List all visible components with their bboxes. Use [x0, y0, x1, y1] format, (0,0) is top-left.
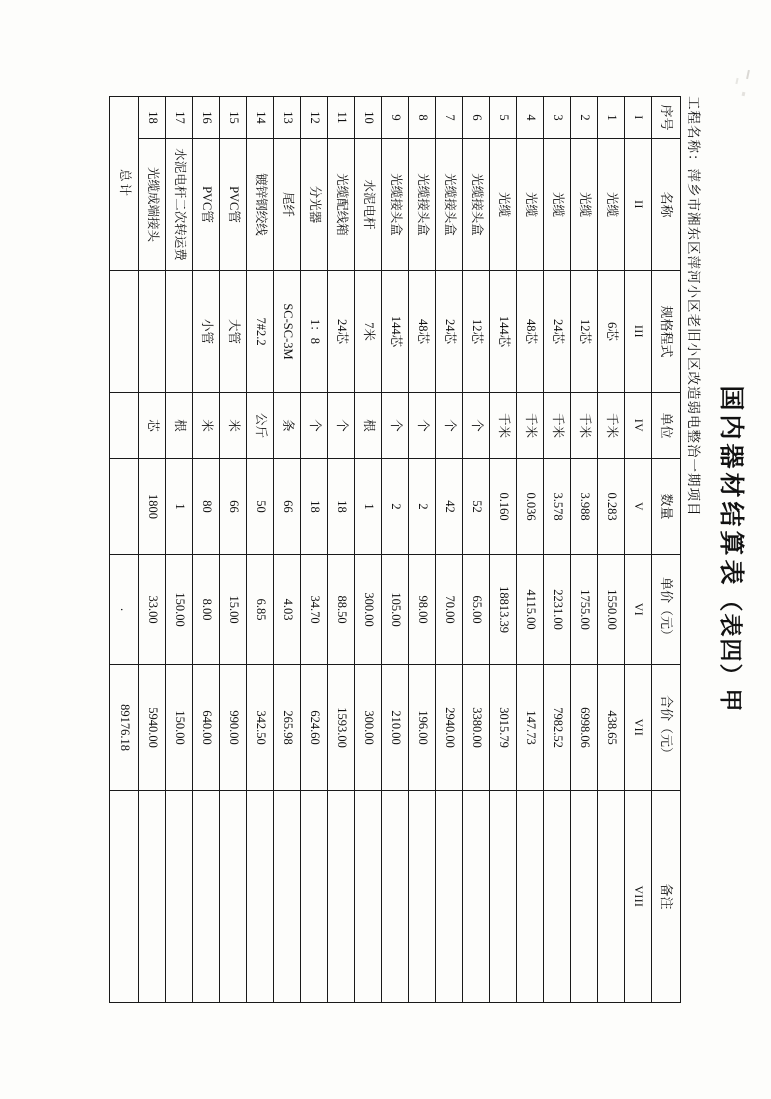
- col-header-qty: 数量: [652, 459, 681, 555]
- row-amount: 210.00: [382, 665, 409, 791]
- row-amount: 150.00: [166, 665, 193, 791]
- row-qty: 42: [436, 459, 463, 555]
- row-price: 70.00: [436, 555, 463, 665]
- col-header-amount: 合价（元）: [652, 665, 681, 791]
- roman-6: VI: [625, 555, 652, 665]
- row-unit: 个: [463, 393, 490, 459]
- row-no: 4: [517, 97, 544, 139]
- row-spec: 小管: [193, 271, 220, 393]
- row-note: [436, 791, 463, 1003]
- row-qty: 1: [166, 459, 193, 555]
- total-unit: [110, 393, 139, 459]
- row-unit: 个: [436, 393, 463, 459]
- table-row: [463, 97, 490, 1003]
- row-qty: 66: [220, 459, 247, 555]
- col-header-spec: 规格程式: [652, 271, 681, 393]
- row-note: [355, 791, 382, 1003]
- row-amount: 438.65: [598, 665, 625, 791]
- row-qty: 2: [382, 459, 409, 555]
- total-spec: [110, 271, 139, 393]
- row-note: [409, 791, 436, 1003]
- table-row: [571, 97, 598, 1003]
- table-row: [247, 97, 274, 1003]
- row-price: 4115.00: [517, 555, 544, 665]
- row-spec: 24芯: [436, 271, 463, 393]
- row-amount: 1593.00: [328, 665, 355, 791]
- row-price: 65.00: [463, 555, 490, 665]
- row-no: 3: [544, 97, 571, 139]
- row-note: [247, 791, 274, 1003]
- row-no: 13: [274, 97, 301, 139]
- table-row: [301, 97, 328, 1003]
- row-price: 150.00: [166, 555, 193, 665]
- row-amount: 5940.00: [139, 665, 166, 791]
- row-unit: 芯: [139, 393, 166, 459]
- col-header-note: 备注: [652, 791, 681, 1003]
- row-spec: 6芯: [598, 271, 625, 393]
- roman-4: IV: [625, 393, 652, 459]
- table-row: [139, 97, 166, 1003]
- row-unit: 个: [301, 393, 328, 459]
- total-price: .: [110, 555, 139, 665]
- row-no: 1: [598, 97, 625, 139]
- project-name-line: 工程名称：萍乡市湘东区萍河小区老旧小区改造弱电整治一期项目: [686, 96, 701, 517]
- row-price: 6.85: [247, 555, 274, 665]
- table-roman-row: [625, 97, 652, 1003]
- row-no: 10: [355, 97, 382, 139]
- row-spec: 1：8: [301, 271, 328, 393]
- row-qty: 80: [193, 459, 220, 555]
- row-no: 2: [571, 97, 598, 139]
- row-amount: 624.60: [301, 665, 328, 791]
- row-note: [463, 791, 490, 1003]
- row-no: 8: [409, 97, 436, 139]
- row-name: 光缆: [517, 139, 544, 271]
- table-row: [220, 97, 247, 1003]
- roman-8: VIII: [625, 791, 652, 1003]
- row-no: 16: [193, 97, 220, 139]
- col-header-no: 序号: [652, 97, 681, 139]
- row-note: [301, 791, 328, 1003]
- row-amount: 342.50: [247, 665, 274, 791]
- row-name: 水泥电杆: [355, 139, 382, 271]
- row-qty: 3.988: [571, 459, 598, 555]
- row-amount: 990.00: [220, 665, 247, 791]
- row-unit: 千米: [544, 393, 571, 459]
- row-name: 光缆接头盒: [382, 139, 409, 271]
- row-no: 18: [139, 97, 166, 139]
- table-row: [517, 97, 544, 1003]
- table-header-row: [652, 97, 681, 1003]
- row-note: [166, 791, 193, 1003]
- row-name: 水泥电杆二次转运费: [166, 139, 193, 271]
- row-note: [490, 791, 517, 1003]
- row-amount: 265.98: [274, 665, 301, 791]
- row-unit: 千米: [598, 393, 625, 459]
- roman-7: VII: [625, 665, 652, 791]
- row-name: 光缆配线箱: [328, 139, 355, 271]
- total-amount: 89176.18: [110, 665, 139, 791]
- row-unit: 千米: [517, 393, 544, 459]
- row-unit: 千米: [490, 393, 517, 459]
- row-spec: [139, 271, 166, 393]
- row-spec: 24芯: [544, 271, 571, 393]
- row-note: [571, 791, 598, 1003]
- row-qty: 18: [328, 459, 355, 555]
- table-row: [598, 97, 625, 1003]
- row-note: [382, 791, 409, 1003]
- row-name: 分光器: [301, 139, 328, 271]
- row-name: 光缆: [598, 139, 625, 271]
- row-qty: 50: [247, 459, 274, 555]
- col-header-name: 名称: [652, 139, 681, 271]
- row-name: 光缆成端接头: [139, 139, 166, 271]
- row-price: 98.00: [409, 555, 436, 665]
- table-row: [274, 97, 301, 1003]
- row-price: 34.70: [301, 555, 328, 665]
- row-no: 5: [490, 97, 517, 139]
- row-spec: 7米: [355, 271, 382, 393]
- row-name: 光缆: [544, 139, 571, 271]
- row-unit: 根: [355, 393, 382, 459]
- row-spec: 24芯: [328, 271, 355, 393]
- row-note: [139, 791, 166, 1003]
- row-name: 光缆接头盒: [463, 139, 490, 271]
- roman-2: II: [625, 139, 652, 271]
- row-qty: 52: [463, 459, 490, 555]
- row-unit: 个: [328, 393, 355, 459]
- row-name: 光缆接头盒: [409, 139, 436, 271]
- page-title-text: 国内器材结算表: [717, 385, 744, 589]
- table-row: [355, 97, 382, 1003]
- row-name: PVC管: [193, 139, 220, 271]
- row-price: 88.50: [328, 555, 355, 665]
- row-no: 9: [382, 97, 409, 139]
- row-spec: 48芯: [409, 271, 436, 393]
- row-amount: 2940.00: [436, 665, 463, 791]
- row-qty: 18: [301, 459, 328, 555]
- roman-5: V: [625, 459, 652, 555]
- table-row: [193, 97, 220, 1003]
- row-amount: 7982.52: [544, 665, 571, 791]
- row-no: 12: [301, 97, 328, 139]
- row-qty: 0.160: [490, 459, 517, 555]
- roman-3: III: [625, 271, 652, 393]
- row-amount: 6998.06: [571, 665, 598, 791]
- row-price: 33.00: [139, 555, 166, 665]
- row-spec: 144芯: [382, 271, 409, 393]
- row-spec: 12芯: [571, 271, 598, 393]
- row-qty: 2: [409, 459, 436, 555]
- row-unit: 千米: [571, 393, 598, 459]
- page-title: [715, 0, 751, 1099]
- table-body: [110, 97, 625, 1003]
- row-price: 8.00: [193, 555, 220, 665]
- row-no: 7: [436, 97, 463, 139]
- row-name: 光缆: [571, 139, 598, 271]
- row-unit: 米: [193, 393, 220, 459]
- row-note: [517, 791, 544, 1003]
- row-price: 4.03: [274, 555, 301, 665]
- row-name: 光缆接头盒: [436, 139, 463, 271]
- row-price: 2231.00: [544, 555, 571, 665]
- row-amount: 3380.00: [463, 665, 490, 791]
- row-no: 14: [247, 97, 274, 139]
- col-header-price: 单价（元）: [652, 555, 681, 665]
- row-note: [193, 791, 220, 1003]
- row-amount: 640.00: [193, 665, 220, 791]
- row-spec: 12芯: [463, 271, 490, 393]
- material-settlement-table: [109, 96, 681, 1003]
- row-price: 105.00: [382, 555, 409, 665]
- row-no: 15: [220, 97, 247, 139]
- row-amount: 300.00: [355, 665, 382, 791]
- row-qty: 3.578: [544, 459, 571, 555]
- total-qty: [110, 459, 139, 555]
- row-name: 光缆: [490, 139, 517, 271]
- row-unit: 条: [274, 393, 301, 459]
- row-amount: 3015.79: [490, 665, 517, 791]
- table-row: [382, 97, 409, 1003]
- row-unit: 个: [409, 393, 436, 459]
- row-spec: 48芯: [517, 271, 544, 393]
- row-qty: 0.283: [598, 459, 625, 555]
- row-name: PVC管: [220, 139, 247, 271]
- table-row: [409, 97, 436, 1003]
- row-note: [328, 791, 355, 1003]
- row-spec: 144芯: [490, 271, 517, 393]
- row-name: 镀锌钢绞线: [247, 139, 274, 271]
- row-price: 1550.00: [598, 555, 625, 665]
- row-note: [220, 791, 247, 1003]
- total-label: 总计: [110, 97, 139, 271]
- row-name: 尾纤: [274, 139, 301, 271]
- row-spec: 大管: [220, 271, 247, 393]
- row-note: [598, 791, 625, 1003]
- row-unit: 根: [166, 393, 193, 459]
- row-spec: SC-SC-3M: [274, 271, 301, 393]
- row-spec: [166, 271, 193, 393]
- row-qty: 1800: [139, 459, 166, 555]
- row-note: [274, 791, 301, 1003]
- table-row: [328, 97, 355, 1003]
- roman-1: I: [625, 97, 652, 139]
- total-note: [110, 791, 139, 1003]
- row-amount: 147.73: [517, 665, 544, 791]
- row-spec: 7#2.2: [247, 271, 274, 393]
- table-row: [544, 97, 571, 1003]
- row-no: 11: [328, 97, 355, 139]
- row-unit: 个: [382, 393, 409, 459]
- row-price: 18813.39: [490, 555, 517, 665]
- row-qty: 66: [274, 459, 301, 555]
- row-note: [544, 791, 571, 1003]
- row-qty: 1: [355, 459, 382, 555]
- table-row: [490, 97, 517, 1003]
- table-total-row: [110, 97, 139, 1003]
- row-unit: 公斤: [247, 393, 274, 459]
- row-price: 15.00: [220, 555, 247, 665]
- table-row: [436, 97, 463, 1003]
- row-unit: 米: [220, 393, 247, 459]
- table-row: [166, 97, 193, 1003]
- row-no: 17: [166, 97, 193, 139]
- row-no: 6: [463, 97, 490, 139]
- row-amount: 196.00: [409, 665, 436, 791]
- col-header-unit: 单位: [652, 393, 681, 459]
- row-price: 300.00: [355, 555, 382, 665]
- page-title-suffix: （表四）甲: [718, 588, 743, 714]
- row-qty: 0.036: [517, 459, 544, 555]
- row-price: 1755.00: [571, 555, 598, 665]
